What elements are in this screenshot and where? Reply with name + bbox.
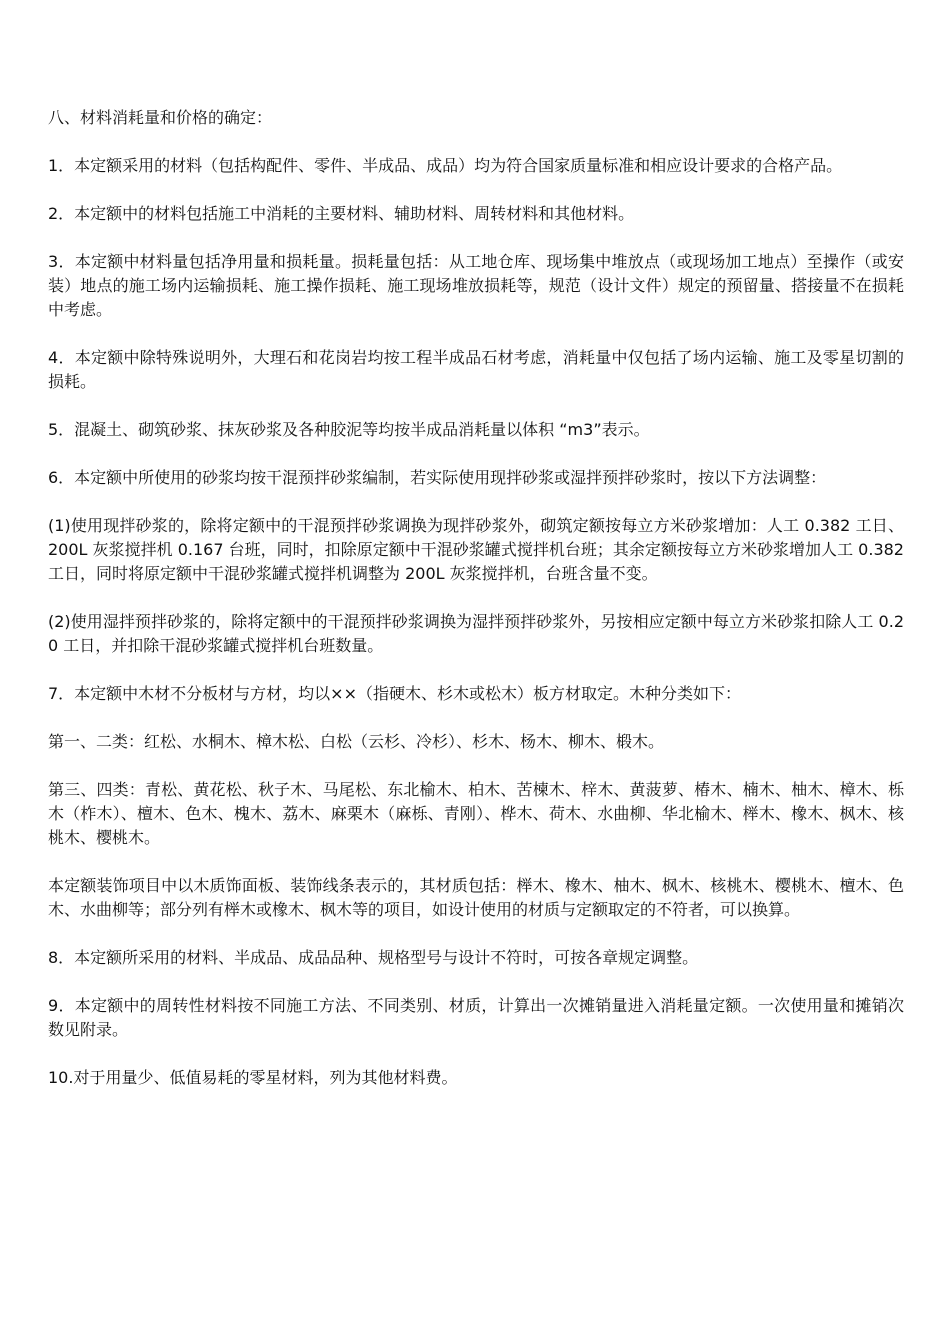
paragraph-8: 8．本定额所采用的材料、半成品、成品品种、规格型号与设计不符时，可按各章规定调整。	[48, 948, 699, 967]
section-heading: 八、材料消耗量和价格的确定：	[48, 108, 273, 127]
paragraph-7: 7．本定额中木材不分板材与方材，均以××（指硬木、杉木或松木）板方材取定。木种分类如下：	[48, 684, 741, 703]
wood-class-1-2: 第一、二类：红松、水桐木、樟木松、白松（云杉、冷杉）、杉木、杨木、柳木、椴木。	[48, 732, 665, 751]
wood-class-3-4: 第三、四类：青松、黄花松、秋子木、马尾松、东北榆木、柏木、苦楝木、梓木、黄菠萝、椿木、楠木、柚木、樟木、栎木（柞木）、檀木、色木、槐木、荔木、麻栗木（麻栎、青刚）、桦木、荷木、水曲柳、华北榆木、榉木、橡木、枫木、核桃木、樱桃木。	[48, 780, 904, 847]
decoration-material-note: 本定额装饰项目中以木质饰面板、装饰线条表示的，其材质包括：榉木、橡木、柚木、枫木、核桃木、樱桃木、檀木、色木、水曲柳等；部分列有榉木或橡木、枫木等的项目，如设计使用的材质与定额取定的不符者，可以换算。	[48, 876, 904, 919]
paragraph-6-1: (1)使用现拌砂浆的，除将定额中的干混预拌砂浆调换为现拌砂浆外，砌筑定额按每立方米砂浆增加：人工 0.382 工日、200L 灰浆搅拌机 0.167 台班，同时，扣除原定额中干混砂浆罐式搅拌机台班；其余定额按每立方米砂浆增加人工 0.382 工日，同时将原定额中干混砂浆罐式搅拌机调整为 200L 灰浆搅拌机，台班含量不变。	[48, 516, 904, 583]
paragraph-1: 1．本定额采用的材料（包括构配件、零件、半成品、成品）均为符合国家质量标准和相应设计要求的合格产品。	[48, 156, 843, 175]
paragraph-6: 6．本定额中所使用的砂浆均按干混预拌砂浆编制，若实际使用现拌砂浆或湿拌预拌砂浆时，按以下方法调整：	[48, 468, 827, 487]
paragraph-6-2: (2)使用湿拌预拌砂浆的，除将定额中的干混预拌砂浆调换为湿拌预拌砂浆外，另按相应定额中每立方米砂浆扣除人工 0.20 工日，并扣除干混砂浆罐式搅拌机台班数量。	[48, 612, 904, 655]
paragraph-3: 3．本定额中材料量包括净用量和损耗量。损耗量包括：从工地仓库、现场集中堆放点（或现场加工地点）至操作（或安装）地点的施工场内运输损耗、施工操作损耗、施工现场堆放损耗等，规范（设计文件）规定的预留量、搭接量不在损耗中考虑。	[48, 252, 904, 319]
paragraph-4: 4．本定额中除特殊说明外，大理石和花岗岩均按工程半成品石材考虑，消耗量中仅包括了场内运输、施工及零星切割的损耗。	[48, 348, 904, 391]
paragraph-5: 5．混凝土、砌筑砂浆、抹灰砂浆及各种胶泥等均按半成品消耗量以体积 “m3”表示。	[48, 420, 650, 439]
paragraph-9: 9．本定额中的周转性材料按不同施工方法、不同类别、材质，计算出一次摊销量进入消耗量定额。一次使用量和摊销次数见附录。	[48, 996, 904, 1039]
document-page	[48, 106, 904, 1114]
paragraph-10: 10.对于用量少、低值易耗的零星材料，列为其他材料费。	[48, 1068, 458, 1087]
paragraph-2: 2．本定额中的材料包括施工中消耗的主要材料、辅助材料、周转材料和其他材料。	[48, 204, 635, 223]
